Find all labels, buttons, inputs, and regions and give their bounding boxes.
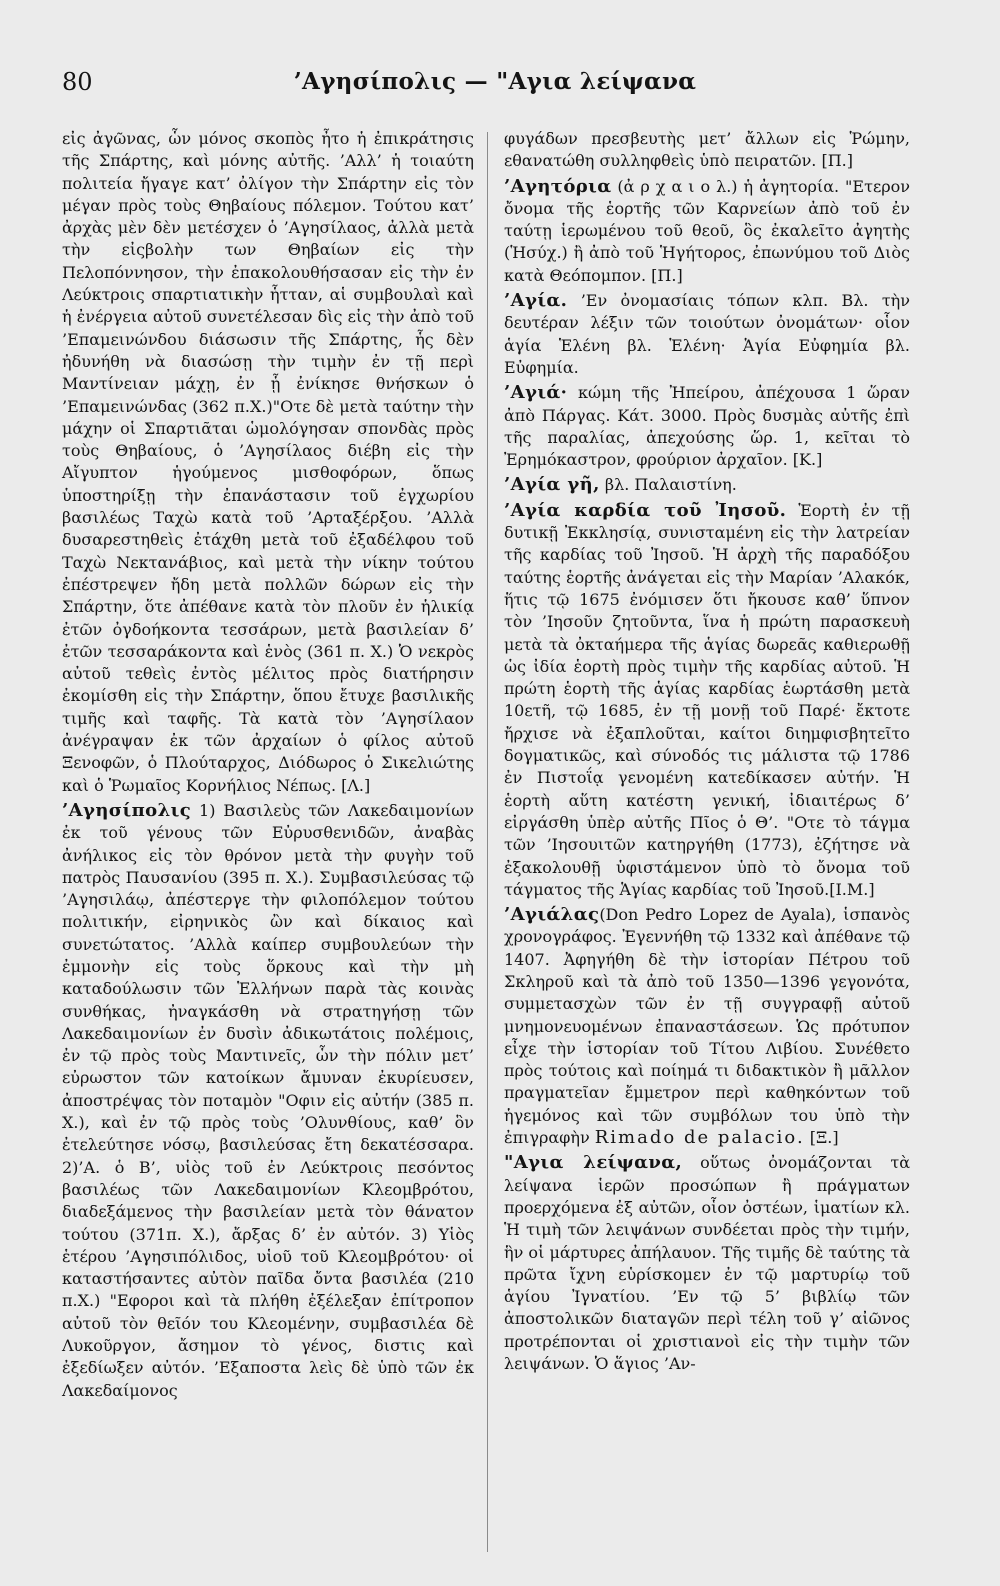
entry-text: ἡ ἀγητορία. "Ετερον ὄνομα τῆς ἑορτῆς τῶν Καρνείων ἀπὸ τοῦ ἐν ταύτῃ ἱερωμένου τοῦ θεοῦ, ὃς ἐκαλεῖτο ἀγητὴς (Ἡσύχ.) ἢ ἀπὸ τοῦ Ἡγήτορος, ἐπωνύμου τοῦ Διὸς κατὰ Θεόπομπον. [Π.]: [504, 176, 911, 285]
work-title: Rimado de palacio.: [594, 1127, 805, 1149]
entry-agia: [504, 290, 910, 379]
entry-headword: ’Αγία.: [504, 290, 568, 312]
entry-agetoria: [504, 176, 910, 287]
entry-label: (ἀ ρ χ α ι ο λ.): [611, 176, 744, 196]
entry-headword: ’Αγητόρια: [504, 175, 612, 197]
entry-agesipolis: [62, 800, 474, 1402]
entry-text: οὕτως ὀνομάζονται τὰ λείψανα ἱερῶν προσώπων ἢ πράγματων προερχόμενα ἐξ αὐτῶν, οἷον ὀστέων, ἱματίων κλ. Ἡ τιμὴ τῶν λειψάνων συνδέεται πρὸς τὴν τιμήν, ἣν οἱ μάρτυρες ἀπήλαυον. Τῆς τιμῆς δὲ ταύτης τὰ πρῶτα ἴχνη εὑρίσκομεν ἐν τῷ μαρτυρίῳ τοῦ ἁγίου Ἰγνατίου. ’Εν τῷ 5’ βιβλίῳ τῶν ἀποστολικῶν διαταγῶν περὶ τέλη τοῦ γ’ αἰῶνος προτρέπονται οἱ χριστιανοὶ εἰς τὴν τιμὴν τῶν λειψάνων. Ὁ ἅγιος ’Αν-: [504, 1153, 910, 1374]
entry-headword: ’Αγιάλας: [504, 904, 600, 926]
entry-headword: ’Αγιά·: [504, 382, 568, 404]
entry-agia-ge: [504, 474, 910, 496]
left-column: [62, 128, 474, 1402]
entry-agia-village: [504, 382, 910, 471]
entry-headword: ’Αγία γῆ,: [504, 474, 600, 496]
entry-text: (Don Pedro Lopez de Ayala), ἱσπανὸς χρονογράφος. Ἐγεννήθη τῷ 1332 καὶ ἀπέθανε τῷ 1407. Ἀφηγήθη δὲ τὴν ἱστορίαν Πέτρου τοῦ Σκληροῦ καὶ τὰ ἀπὸ τοῦ 1350—1396 γεγονότα, συμμετασχὼν τῶν ἐν τῇ συγγραφῇ αὐτοῦ μνημονευομένων ἐπαναστάσεων. Ὡς πρότυπον εἶχε τὴν ἱστορίαν τοῦ Τίτου Λιβίου. Συνέθετο πρὸς τούτοις καὶ ποίημά τι διδακτικὸν ἢ μᾶλλον πραγματεῖαν ἔμμετρον περὶ καθηκόντων τοῦ ἡγεμόνος καὶ τῶν συμβόλων του ὑπὸ τὴν ἐπιγραφὴν: [504, 905, 910, 1148]
right-column: [504, 128, 910, 1375]
entry-text: 1) Βασιλεὺς τῶν Λακεδαιμονίων ἐκ τοῦ γένους τῶν Εὐρυσθενιδῶν, ἀναβὰς ἀνήλικος εἰς τὸν θρόνον μετὰ τὴν φυγὴν τοῦ πατρὸς Παυσανίου (395 π. Χ.). Συμβασιλεύσας τῷ ’Αγησιλάῳ, ἀπέστεργε τὴν φιλοπόλεμον τούτου πολιτικήν, εἰρηνικὸς ὢν καὶ δίκαιος καὶ συνετώτατος. ’Αλλὰ καίπερ συμβουλεύων τὴν ἐμμονὴν εἰς τοὺς ὅρκους καὶ τὴν μὴ καταδούλωσιν τῶν Ἑλλήνων παρὰ τὰς κοινὰς συνθήκας, ἠναγκάσθη νὰ στρατηγήσῃ τῶν Λακεδαιμονίων ἐν δυσὶν ἀδικωτάτοις πολέμοις, ἐν τῷ πρὸς τοὺς Μαντινεῖς, ὧν τὴν πόλιν μετ’ εὐρωστον τῶν κατοίκων ἄμυναν ἐκυρίευσεν, ἀποστρέψας τὸν ποταμὸν "Οφιν εἰς αὐτήν (385 π. Χ.), καὶ ἐν τῷ πρὸς τοὺς ’Ολυνθίους, καθ’ ὃν ἐτελεύτησε νόσῳ, βασιλεύσας ἔτη δεκατέσσαρα. 2)’Α. ὁ Β’, υἱὸς τοῦ ἐν Λεύκτροις πεσόντος βασιλέως τῶν Λακεδαιμονίων Κλεομβρότου, διαδεξάμενος τὴν βασιλείαν μετὰ τὸν θάνατον τούτου (371π. Χ.), ἄρξας δ’ ἐν αὐτόν. 3) Υἱὸς ἑτέρου ’Αγησιπόλιδος, υἱοῦ τοῦ Κλεομβρότου· οἱ καταστήσαντες αὐτὸν παῖδα ὄντα βασιλέα (210 π.Χ.) "Εφοροι καὶ τὰ πλήθη ἐξέλεξαν ἐπίτροπον αὐτοῦ τὸν θεῖόν του Κλεομένην, συμβασιλέα δὲ Λυκοῦργον, ἄσημον τὸ γένος, διστις καὶ ἐξεδίωξεν αὐτόν. ’Εξαποστα λεὶς δὲ ὑπὸ τῶν ἐκ Λακεδαίμονος: [62, 800, 474, 1400]
entry-agia-leipsana: [504, 1152, 910, 1375]
entry-headword: "Αγια λείψανα,: [504, 1152, 683, 1174]
running-title: ’Αγησίπολις — "Αγια λείψανα: [293, 68, 697, 95]
entry-text: βλ. Παλαιστίνη.: [599, 475, 737, 495]
entry-text: ’Εν ὀνομασίαις τόπων κλπ. Βλ. τὴν δευτέραν λέξιν τῶν τοιούτων ὀνομάτων· οἷον ἁγία Ἑλένη βλ. Ἑλένη· Ἁγία Εὐφημία βλ. Εὐφημία.: [504, 291, 910, 377]
entry-headword: ’Αγία καρδία τοῦ Ἰησοῦ.: [504, 499, 787, 521]
page-header: [0, 68, 1000, 108]
column-divider: [487, 132, 488, 1552]
entry-text: κώμη τῆς Ἠπείρου, ἀπέχουσα 1 ὥραν ἀπὸ Πάργας. Κάτ. 3000. Πρὸς δυσμὰς αὐτῆς ἐπὶ τῆς παραλίας, ἀπεχούσης ὥρ. 1, κεῖται τὸ Ἐρημόκαστρον, φρούριον ἀρχαῖον. [Κ.]: [504, 383, 910, 470]
paragraph-agesilaus-end: εἰς ἀγῶνας, ὧν μόνος σκοπὸς ἦτο ἡ ἐπικράτησις τῆς Σπάρτης, καὶ μόνης αὐτῆς. ’Αλλ’ ἡ τοιαύτη πολιτεία ἤγαγε κατ’ ὀλίγον τὴν Σπάρτην εἰς τὸν μέγαν πρὸς τοὺς Θηβαίους πόλεμον. Τούτου κατ’ ἀρχὰς μὲν δὲν μετέσχεν ὁ ’Αγησίλαος, ἀλλὰ μετὰ τὴν εἰςβολὴν των Θηβαίων εἰς τὴν Πελοπόννησον, τὴν ἐπακολουθήσασαν εἰς τὴν ἐν Λεύκτροις σπαρτιατικὴν ἧτταν, αἱ συμβουλαὶ καὶ ἡ ἐνέργεια αὐτοῦ συνετέλεσαν δὶς εἰς τὴν ἀπὸ τοῦ ’Επαμεινώνδου διάσωσιν τῆς Σπάρτης, ἧς δὲν ἠδυνήθη νὰ διασώσῃ τὴν τιμὴν ἐν τῇ περὶ Μαντίνειαν μάχῃ, ἐν ᾗ ἐνίκησε θνήσκων ὁ ’Επαμεινώνδας (362 π.Χ.)"Οτε δὲ μετὰ ταύτην τὴν μάχην οἱ Σπαρτιᾶται ὡμολόγησαν σπονδὰς πρὸς τοὺς Θηβαίους, ὁ ’Αγησίλαος διέβη εἰς τὴν Αἴγυπτον ἡγούμενος μισθοφόρων, ὅπως ὑποστηρίξῃ τὴν ἐπανάστασιν τοῦ ἐγχωρίου βασιλέως Ταχὼ κατὰ τοῦ ’Αρταξέρξου. ’Αλλὰ δυσαρεστηθεὶς ἐτάχθη μετὰ τοῦ ἐξαδέλφου τοῦ Ταχὼ Νεκτανάβιος, καὶ μετὰ τὴν νίκην τούτου ἐπέστρεψεν ἤδη μετὰ πολλῶν δώρων εἰς τὴν Σπάρτην, ὅτε ἀπέθανε κατὰ τὸν πλοῦν ἐν ἡλικίᾳ ἐτῶν ὀγδοήκοντα τεσσάρων, μετὰ βασιλείαν δ’ ἐτῶν τεσσαράκοντα καὶ ἑνὸς (361 π. Χ.) Ὁ νεκρὸς αὐτοῦ τεθεὶς ἐντὸς μέλιτος πρὸς διατήρησιν ἐκομίσθη εἰς τὴν Σπάρτην, ὅπου ἔτυχε βασιλικῆς τιμῆς καὶ ταφῆς. Τὰ κατὰ τὸν ’Αγησίλαον ἀνέγραψαν ἐκ τῶν ἀρχαίων ὁ φίλος αὐτοῦ Ξενοφῶν, ὁ Πλούταρχος, Διόδωρος ὁ Σικελιώτης καὶ ὁ Ῥωμαῖος Κορνήλιος Νέπως. [Λ.]: [62, 129, 474, 795]
entry-text-end: [Ξ.]: [804, 1128, 839, 1148]
paragraph-continuation: φυγάδων πρεσβευτὴς μετ’ ἄλλων εἰς Ῥώμην, εθανατώθη συλληφθεὶς ὑπὸ πειρατῶν. [Π.]: [504, 129, 910, 171]
page-number: 80: [62, 68, 93, 96]
entry-text: Ἑορτὴ ἐν τῇ δυτικῇ Ἐκκλησίᾳ, συνισταμένη εἰς τὴν λατρείαν τῆς καρδίας τοῦ Ἰησοῦ. Ἡ ἀρχὴ τῆς παραδόξου ταύτης ἑορτῆς ἀνάγεται εἰς τὴν Μαρίαν ’Αλακόκ, ἥτις τῷ 1675 ἐνόμισεν ὅτι ἤκουσε καθ’ ὕπνον τὸν ’Ιησοῦν ζητοῦντα, ἵνα ἡ πρώτη παρασκευὴ μετὰ τὰ ὀκταήμερα τῆς ἁγίας δωρεᾶς καθιερωθῇ ὡς ἰδία ἑορτὴ πρὸς τιμὴν τῆς καρδίας αὐτοῦ. Ἡ πρώτη ἑορτὴ τῆς ἁγίας καρδίας ἑωρτάσθη μετὰ 10ετῆ, τῷ 1685, ἐν τῇ μονῇ τοῦ Παρέ· ἔκτοτε ἤρχισε νὰ ἐξαπλοῦται, καίτοι διημφισβητεῖτο δογματικῶς, καὶ σύνοδός τις μάλιστα τῷ 1786 ἐν Πιστοΐᾳ γενομένη κατεδίκασεν αὐτήν. Ἡ ἑορτὴ αὕτη κατέστη γενική, ἰδιαιτέρως δ’ εἰργάσθη ὑπὲρ αὐτῆς Πῖος ὁ Θ’. "Οτε τὸ τάγμα τῶν ’Ιησουιτῶν κατηργήθη (1773), ἐζήτησε νὰ ἐξακολουθῇ ὑφιστάμενον ὑπὸ τὸ ὄνομα τοῦ τάγματος τῆς Ἁγίας καρδίας τοῦ Ἰησοῦ.[Ι.Μ.]: [504, 500, 910, 899]
entry-headword: ’Αγησίπολις: [62, 799, 192, 821]
entry-agialas: [504, 904, 910, 1149]
entry-agia-kardia: [504, 500, 910, 901]
